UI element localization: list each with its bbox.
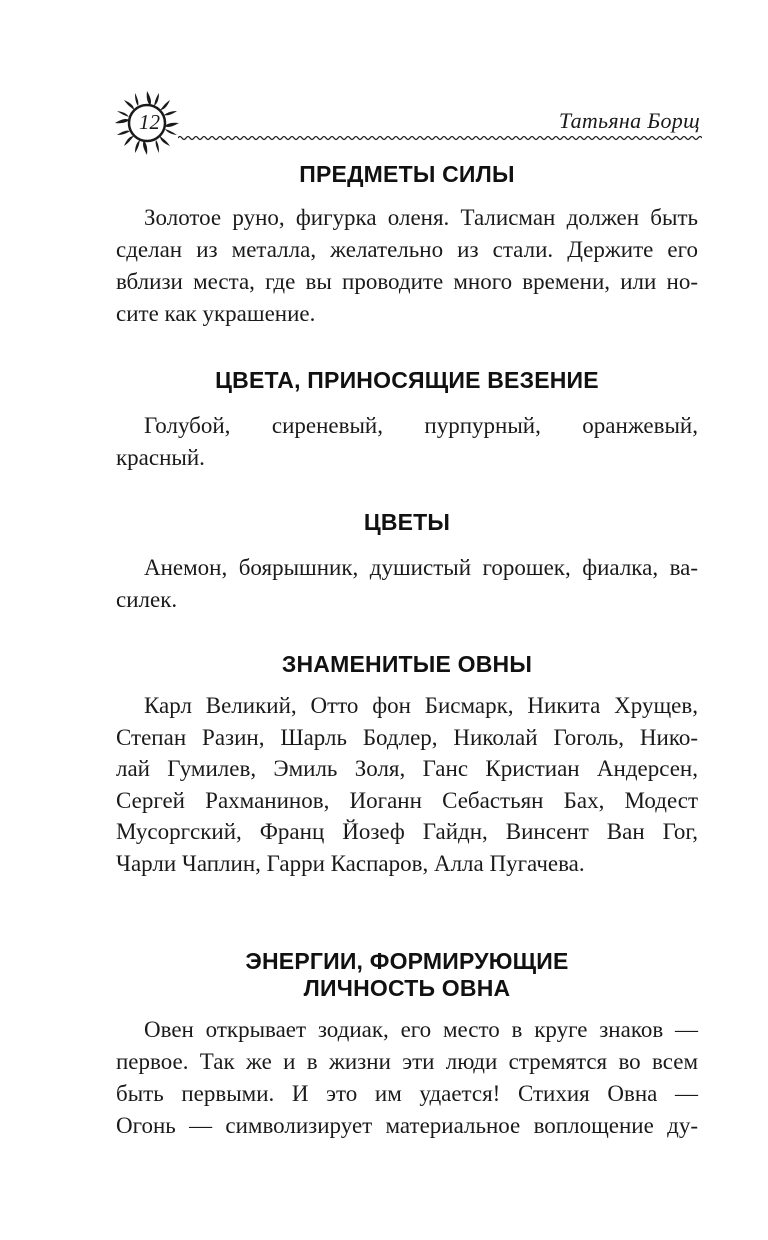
paragraph-line: Степан Разин, Шарль Бодлер, Николай Гоголь, Нико-	[116, 724, 698, 750]
paragraph-line: силек.	[116, 587, 178, 612]
page-number: 12	[139, 110, 160, 134]
paragraph-line: лай Гумилев, Эмиль Золя, Ганс Кристиан Андерсен,	[116, 756, 698, 782]
section-heading: ЗНАМЕНИТЫЕ ОВНЫ	[281, 651, 533, 677]
paragraph-line: Анемон, боярышник, душистый горошек, фиалка, ва-	[144, 555, 698, 580]
paragraph-line: Огонь — символизирует материальное воплощение ду-	[116, 1113, 698, 1138]
section-heading	[116, 948, 698, 1002]
section-paragraph	[116, 202, 698, 330]
paragraph-line: вблизи места, где вы проводите много времени, или но-	[116, 269, 698, 294]
paragraph-line: Мусоргский, Франц Йозеф Гайдн, Винсент Ван Гог,	[116, 819, 698, 845]
section-heading: ПРЕДМЕТЫ СИЛЫ	[299, 161, 515, 187]
paragraph-line: Овен открывает зодиак, его место в круге знаков —	[144, 1017, 698, 1042]
paragraph-line: сите как украшение.	[116, 301, 316, 326]
paragraph-line: Чарли Чаплин, Гарри Каспаров, Алла Пугачева.	[116, 850, 585, 876]
running-header-author: Татьяна Борщ	[558, 108, 700, 133]
paragraph-line: Сергей Рахманинов, Иоганн Себастьян Бах, Модест	[116, 787, 698, 813]
section-paragraph	[116, 1014, 698, 1142]
heading-line: ЭНЕРГИИ, ФОРМИРУЮЩИЕ	[245, 948, 569, 974]
section-heading: ЦВЕТЫ	[363, 509, 451, 535]
paragraph-line: красный.	[116, 445, 205, 470]
paragraph-line: Голубой, сиреневый, пурпурный, оранжевый,	[144, 413, 698, 438]
section-heading: ЦВЕТА, ПРИНОСЯЩИЕ ВЕЗЕНИЕ	[215, 367, 599, 393]
wavy-rule	[178, 134, 702, 142]
heading-line: ЛИЧНОСТЬ ОВНА	[303, 975, 511, 1001]
paragraph-line: Золотое руно, фигурка оленя. Талисман должен быть	[144, 205, 698, 230]
paragraph-line: быть первыми. И это им удается! Стихия Овна —	[116, 1081, 698, 1106]
paragraph-line: Карл Великий, Отто фон Бисмарк, Никита Хрущев,	[144, 693, 698, 718]
paragraph-line: первое. Так же и в жизни эти люди стремятся во всем	[116, 1049, 698, 1074]
running-header	[112, 88, 702, 158]
section-paragraph	[116, 410, 698, 474]
paragraph-line: сделан из металла, желательно из стали. Держите его	[116, 237, 698, 262]
section-paragraph	[116, 552, 698, 616]
section-paragraph	[116, 690, 698, 880]
